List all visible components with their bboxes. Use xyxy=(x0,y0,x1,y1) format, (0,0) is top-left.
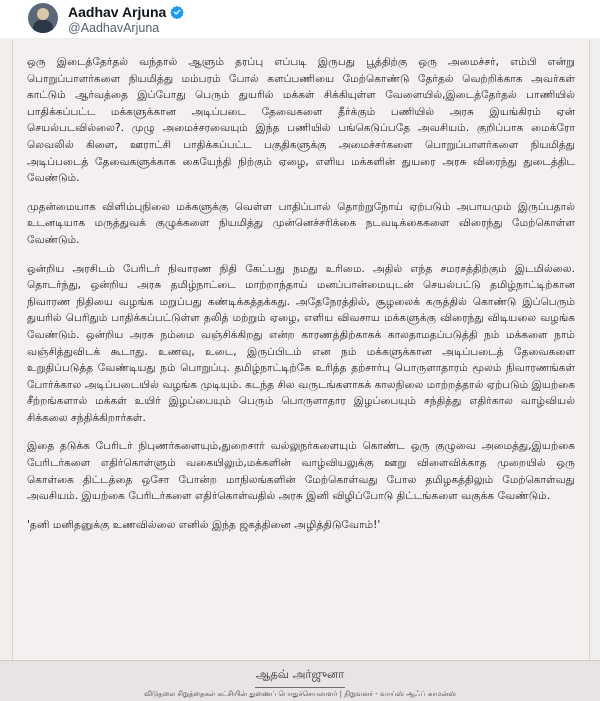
paragraph-4: இதை தடுக்க பேரிடர் நிபுணர்களையும்,துறைசார் வல்லுநர்களையும் கொண்ட ஒரு குழுவை அமைத்து,இயற்கை பேரிடர்களை எதிர்கொள்ளும் வகையிலும்,மக்களின் வாழ்வியலுக்கு ஊறு விளைவிக்காத முறையில் ஒரு கொள்கை திட்டத்தை ஒசோ போன்ற மாநிலங்களின் மேற்கொள்வது போல தமிழகத்திலும் மேற்கொள்வது அவசியம். இயற்கை பேரிடர்களை எதிர்கொள்வதில் அரசு இனி விழிப்போடு திட்டங்களை வகுக்க வேண்டும். xyxy=(27,440,575,503)
avatar[interactable] xyxy=(28,3,58,33)
post-header xyxy=(0,0,600,40)
author-handle[interactable]: @AadhavArjuna xyxy=(68,21,160,35)
paragraph-1: ஒரு இடைத்தேர்தல் வந்தால் ஆளும் தரப்பு எப்படி இருபது பூத்திற்கு ஒரு அமைச்சர், எம்பி என்று பொறுப்பாளர்களை நியமித்து மம்பரம் போல் களப்பணியை மேற்கொண்டு தேர்தல் வெற்றிக்காக அவர்கள் காட்டும் ஆர்வத்தை இப்போது பெரும் துயரில் மக்கள் சிக்கியுள்ள வேளையில்,இடைத்தேர்தல் பாணியில் பாதிக்கப்பட்ட மக்களுக்கான அடிப்படை தேவைகளை தீர்க்கும் பணியில் அரசு இயங்கிரம் ஏன் செயல்படவில்லை?. முழு அமைச்சரவையும் இந்த பணியில் பங்கெடுப்பதே அவசியம். குறிப்பாக மைக்ரோ லெவலில் கிளை, ஊராட்சி பாதிக்கப்பட்ட பகுதிகளுக்கு அமைச்சர்களை பொறுப்பாளர்களை நியமித்து அடிப்படைத் தேவைகளுக்காக கையேந்தி நிற்கும் ஏழை, எளிய மக்களின் துயரை அரசு விரைந்து துடைத்திட வேண்டும். xyxy=(27,56,575,185)
signature-name: ஆதவ் அர்ஜுனா xyxy=(255,667,345,681)
paragraph-2: முதன்மையாக விளிம்புநிலை மக்களுக்கு வெள்ள பாதிப்பால் தொற்றுநோய் ஏற்படும் அபாயமும் இருப்பதால் உடனடியாக மருத்துவக் குழுக்களை நியமித்து முன்னெச்சரிக்கை நடவடிக்கைகளை விரைந்து மேற்கொள்ள வேண்டும். xyxy=(27,200,575,246)
avatar-body xyxy=(33,20,53,33)
author-display-name[interactable]: Aadhav Arjuna xyxy=(68,4,167,20)
signature-designation: விடுதலை சிறுத்தைகள் கட்சியின் துணைப் பொதுச்செயலாளர் | நிறுவனர் - வாய்ஸ் ஆஃப் காமன்ஸ் xyxy=(144,690,456,698)
signature-footer xyxy=(0,660,600,701)
post-image[interactable] xyxy=(0,38,600,700)
closing-quote: 'தனி மனிதனுக்கு உணவில்லை எனில் இந்த ஜகத்தினை அழித்திடுவோம்!' xyxy=(27,518,381,531)
paragraph-3: ஒன்றிய அரசிடம் பேரிடர் நிவாரண நிதி கேட்பது நமது உரிமை. அதில் எந்த சமரசத்திற்கும் இடமில்லை. தொடர்ந்து, ஒன்றிய அரசு தமிழ்நாட்டை மாற்றாந்தாய் மனப்பான்மையுடன் செயல்பட்டு தமிழ்நாட்டிற்கான நிவாரண நிதியை வழங்க மறுப்பது கண்டிக்கத்தக்கது. அதேநேரத்தில், சூழலைக் கருத்தில் கொண்டு இப்பெரும் துயரில் பெரிதும் பாதிக்கப்பட்டுள்ள தலித் மற்றும் ஏழை, எளிய விவசாய மக்களுக்கு விரைந்து விடியலை வழங்க வேண்டும். ஒன்றிய அரசு நம்மை வஞ்சிக்கிறது என்ற காரணத்திற்காகக் காலதாமதப்படுத்தி நம் மக்களை நாம் வஞ்சித்துவிடக் கூடாது. உணவு, உடை, இருப்பிடம் என நம் மக்களுக்கான அடிப்படைத் தேவைகளை உறுதிப்படுத்த வேண்டியது நம் பொறுப்பு. தமிழ்நாட்டிற்கே உரித்த தற்சார்பு பொருளாதாரம் மூலம் நிவாரணங்கள் போர்க்கால அடிப்படையில் வழங்க முடியும். கடந்த சில வருடங்களாகக் காலநிலை மாற்றத்தால் ஏற்படும் இயற்கை சீற்றங்களால் மக்கள் உயிர் இழப்பையும் பெரும் பொருளாதார இழப்பையும் சந்தித்து எதிர்கால வாழ்வியல் சிக்கலை சந்திக்கிறார்கள். xyxy=(27,262,575,424)
statement-body xyxy=(27,54,575,545)
avatar-head xyxy=(37,8,49,20)
signature-divider xyxy=(255,687,345,688)
statement-document xyxy=(12,40,590,660)
author-name-row xyxy=(68,4,184,20)
verified-badge-icon xyxy=(170,5,184,19)
